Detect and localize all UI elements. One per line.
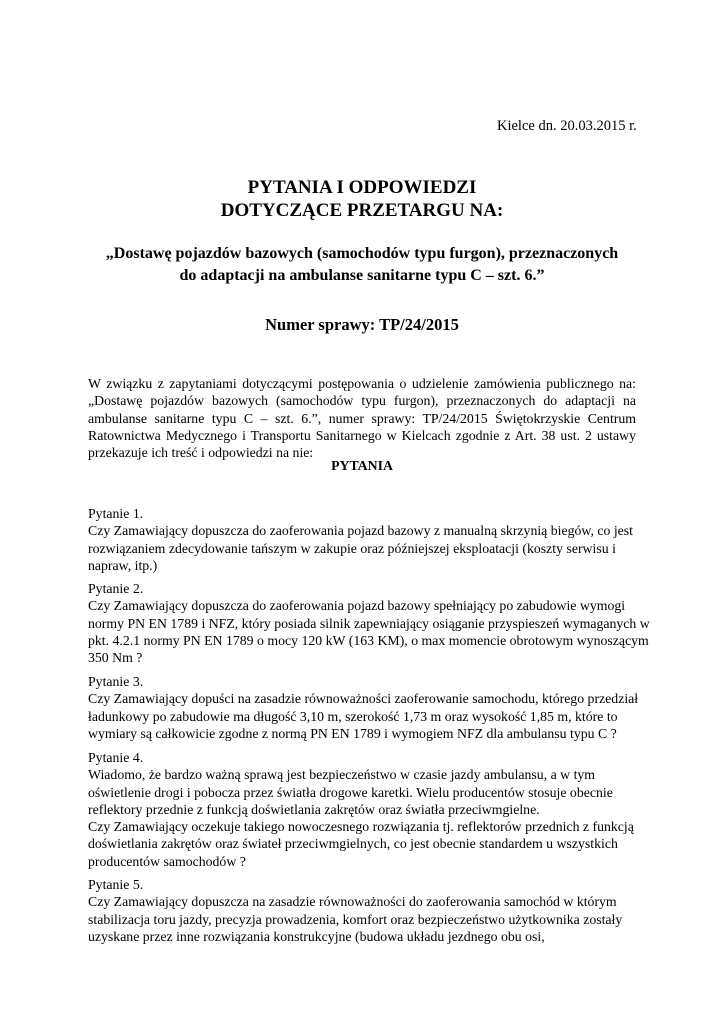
question-label: Pytanie 5. [88, 877, 144, 892]
question-line: 350 Nm ? [88, 650, 143, 666]
question-line: pkt. 4.2.1 normy PN EN 1789 o mocy 120 kW (163 KM), o max momencie obrotowym wynoszącym [88, 632, 649, 648]
question-label: Pytanie 1. [88, 506, 144, 521]
question-line: rozwiązaniem zdecydowanie tańszym w zakupie oraz późniejszej eksploatacji (koszty serwisu i [88, 540, 616, 556]
title-line-2: DOTYCZĄCE PRZETARGU NA: [220, 200, 504, 221]
question-label: Pytanie 2. [88, 581, 144, 596]
question-line: Czy Zamawiający dopuszcza do zaoferowania pojazd bazowy spełniający po zabudowie wymogi [88, 598, 626, 614]
intro-line: Ratownictwa Medycznego i Transportu Sanitarnego w Kielcach zgodnie z Art. 38 ust. 2 ustawy [88, 427, 636, 443]
question-line: Czy Zamawiający dopuszcza do zaoferowania pojazd bazowy z manualną skrzynią biegów, co jest [88, 523, 634, 539]
question-3 [88, 673, 638, 742]
question-line: producentów samochodów ? [88, 853, 246, 869]
subject-line-1: „Dostawę pojazdów bazowych (samochodów typu furgon), przeznaczonych [105, 245, 619, 262]
question-line: Czy Zamawiający dopuści na zasadzie równoważności zaoferowanie samochodu, którego przedział [88, 691, 639, 707]
question-label: Pytanie 3. [88, 674, 144, 689]
question-label: Pytanie 4. [88, 750, 144, 765]
question-line: ładunkowy po zabudowie ma długość 3,10 m, szerokość 1,73 m oraz wysokość 1,85 m, które to [88, 708, 618, 724]
question-line: napraw, itp.) [88, 557, 158, 573]
question-line: normy PN EN 1789 i NFZ, który posiada silnik zapewniający osiąganie przyspieszeń wymaganych w [88, 615, 650, 631]
question-line: Czy Zamawiający oczekuje takiego nowoczesnego rozwiązania tj. reflektorów przednich z funkcją [88, 819, 634, 835]
question-line: uzyskane przez inne rozwiązania konstrukcyjne (budowa układu jezdnego obu osi, [88, 928, 545, 944]
document-date: Kielce dn. 20.03.2015 r. [497, 118, 637, 134]
question-1 [88, 505, 633, 574]
question-line: stabilizacja toru jazdy, precyzja prowadzenia, komfort oraz bezpieczeństwo użytkownika zostały [88, 911, 623, 927]
intro-line: W związku z zapytaniami dotyczącymi postępowania o udzielenie zamówienia publicznego na: [88, 376, 636, 391]
question-2 [88, 580, 650, 666]
question-line: oświetlenie drogi i pobocza przez światła drogowe karetki. Wielu producentów stosuje obecnie [88, 784, 613, 800]
title-line-1: PYTANIA I ODPOWIEDZI [247, 177, 477, 198]
question-line: wymiary są całkowicie zgodne z normą PN EN 1789 i wymogiem NFZ dla ambulansu typu C ? [88, 725, 617, 741]
intro-line: ambulanse sanitarne typu C – szt. 6.”, numer sprawy: TP/24/2015 Świętokrzyskie Centrum [88, 410, 636, 426]
question-line: reflektory przednie z funkcją doświetlania zakrętów oraz światła przeciwmgielne. [88, 801, 540, 817]
question-5 [88, 876, 622, 945]
intro-line: „Dostawę pojazdów bazowych (samochodów typu furgon), przeznaczonych do adaptacji na [88, 393, 636, 409]
intro-paragraph [88, 375, 636, 461]
section-title: PYTANIA [331, 458, 393, 473]
question-line: Czy Zamawiający dopuszcza na zasadzie równoważności do zaoferowania samochód w którym [88, 894, 617, 910]
subject-line-2: do adaptacji na ambulanse sanitarne typu C – szt. 6.” [179, 267, 545, 284]
question-line: doświetlania zakrętów oraz świateł przeciwmgielnych, co jest obecnie standardem u wszystkich [88, 836, 618, 852]
question-line: Wiadomo, że bardzo ważną sprawą jest bezpieczeństwo w czasie jazdy ambulansu, a w tym [88, 767, 596, 783]
intro-line: przekazuje ich treść i odpowiedzi na nie: [88, 445, 314, 461]
question-4 [88, 749, 634, 870]
case-number: Numer sprawy: TP/24/2015 [265, 315, 459, 334]
